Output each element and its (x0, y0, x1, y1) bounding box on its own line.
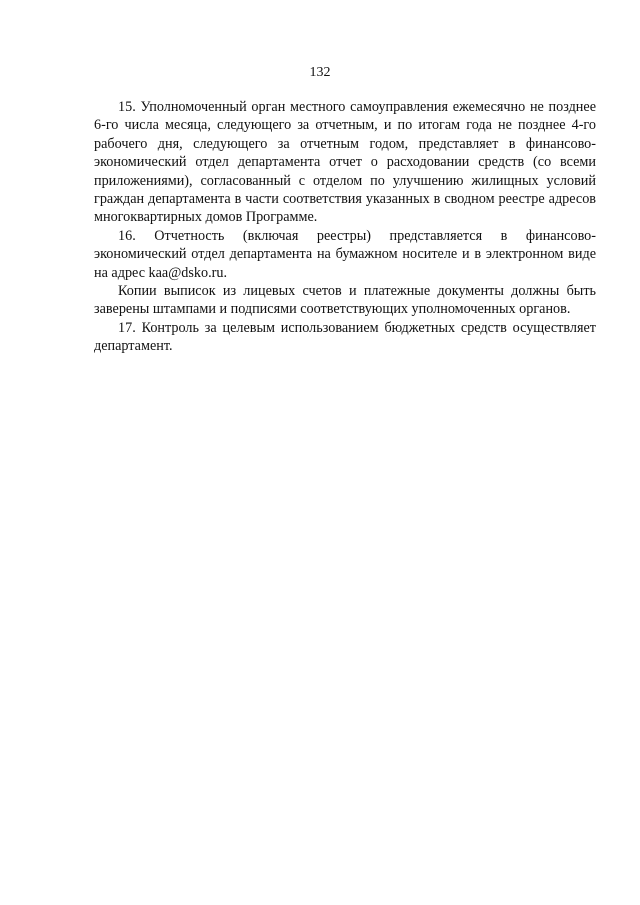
document-body (94, 98, 596, 356)
paragraph-15: 15. Уполномоченный орган местного самоуправления ежемесячно не позднее 6-го числа месяца, следующего за отчетным, и по итогам года не позднее 4-го рабочего дня, следующего за отчетным годом, представляет в финансово-экономический отдел департамента отчет о расходовании средств (со всеми приложениями), согласованный с отделом по улучшению жилищных условий граждан департамента в части соответствия указанных в сводном реестре адресов многоквартирных домов Программе. (94, 99, 596, 226)
paragraph-copies: Копии выписок из лицевых счетов и платежные документы должны быть заверены штампами и подписями соответствующих уполномоченных органов. (94, 283, 596, 318)
paragraph-16: 16. Отчетность (включая реестры) представляется в финансово-экономический отдел департамента на бумажном носителе и в электронном виде на адрес kaa@dsko.ru. (94, 227, 596, 281)
paragraph-17: 17. Контроль за целевым использованием бюджетных средств осуществляет департамент. (94, 319, 596, 355)
page-number: 132 (309, 65, 331, 80)
